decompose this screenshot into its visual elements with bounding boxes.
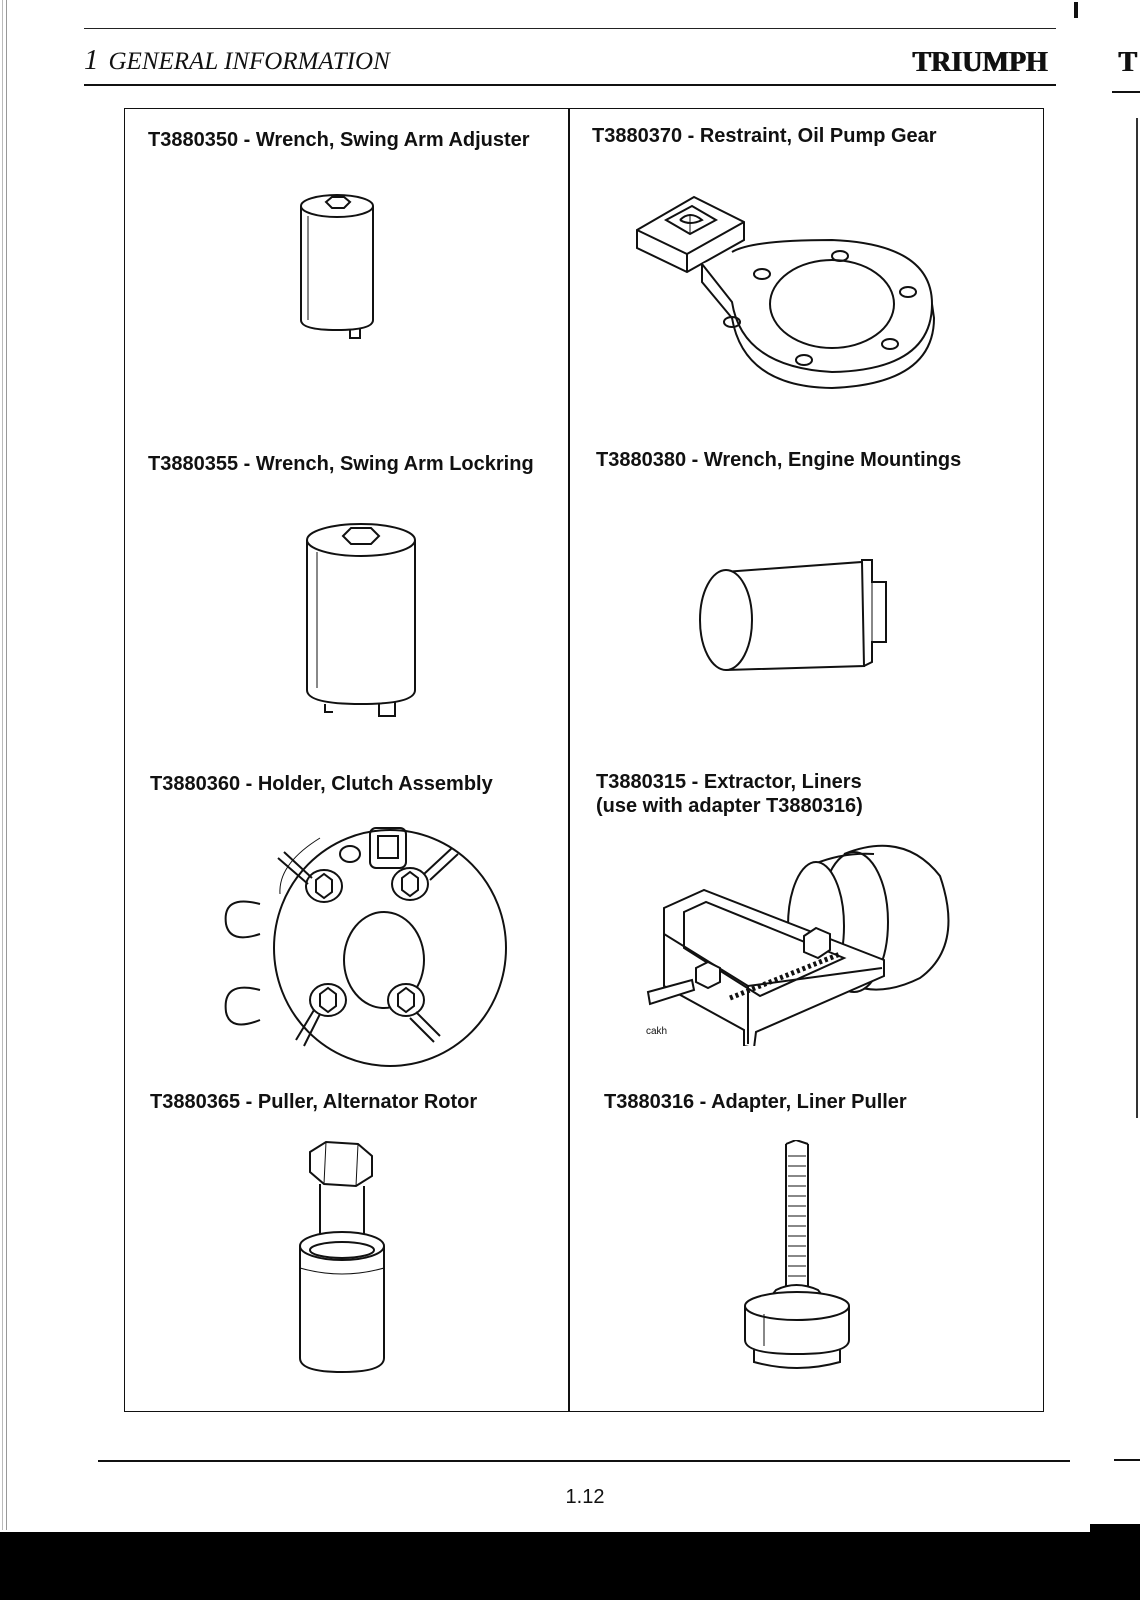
tool-label: T3880365 - Puller, Alternator Rotor <box>150 1091 478 1113</box>
section-header <box>84 44 390 77</box>
page-number: 1.12 <box>565 1486 605 1508</box>
tool-label: T3880350 - Wrench, Swing Arm Adjuster <box>148 129 530 151</box>
drawing-tag: cakh <box>646 1026 668 1037</box>
swing-arm-adjuster-wrench-icon <box>298 192 378 342</box>
adjacent-page-frame-edge <box>1136 118 1138 1118</box>
tool-label: T3880315 - Extractor, Liners <box>596 771 862 793</box>
tool-sublabel: (use with adapter T3880316) <box>596 795 863 817</box>
swing-arm-lockring-wrench-icon <box>303 520 423 724</box>
clutch-holder-icon <box>220 824 520 1072</box>
tool-cell-oil-pump-gear-restraint <box>592 124 1032 444</box>
tool-cell-liner-puller-adapter <box>604 1090 1034 1410</box>
header-rule <box>84 84 1056 86</box>
triumph-logo: TRIUMPH <box>912 47 1048 78</box>
tool-cell-swing-arm-lockring <box>148 452 558 772</box>
header-thin-rule <box>84 28 1056 29</box>
tools-table-column-divider <box>568 108 570 1412</box>
tool-cell-alternator-rotor-puller <box>150 1090 560 1410</box>
adjacent-page-header-rule <box>1112 91 1140 93</box>
oil-pump-gear-restraint-icon <box>632 192 962 392</box>
tool-cell-liner-extractor <box>596 770 1036 1090</box>
adjacent-page-footer-rule <box>1114 1459 1140 1461</box>
tool-label: T3880316 - Adapter, Liner Puller <box>604 1091 907 1113</box>
binding-edge <box>0 0 14 1530</box>
section-title: GENERAL INFORMATION <box>108 48 390 75</box>
corner-mark <box>1074 2 1078 18</box>
footer-rule <box>98 1460 1070 1462</box>
liner-puller-adapter-icon <box>734 1140 864 1370</box>
tool-cell-clutch-holder <box>150 772 560 1092</box>
engine-mountings-wrench-icon <box>696 558 916 674</box>
tool-cell-engine-mountings-wrench <box>596 448 1036 768</box>
tool-label: T3880355 - Wrench, Swing Arm Lockring <box>148 453 534 475</box>
chapter-number: 1 <box>84 44 99 76</box>
scan-shadow-band <box>0 1532 1140 1600</box>
tool-label: T3880360 - Holder, Clutch Assembly <box>150 773 493 795</box>
tool-label: T3880380 - Wrench, Engine Mountings <box>596 449 962 471</box>
alternator-rotor-puller-icon <box>294 1138 394 1378</box>
tool-label: T3880370 - Restraint, Oil Pump Gear <box>592 125 937 147</box>
liner-extractor-icon <box>644 836 964 1046</box>
tool-cell-swing-arm-adjuster <box>148 128 558 448</box>
adjacent-page-logo-fragment: T <box>1118 47 1137 78</box>
